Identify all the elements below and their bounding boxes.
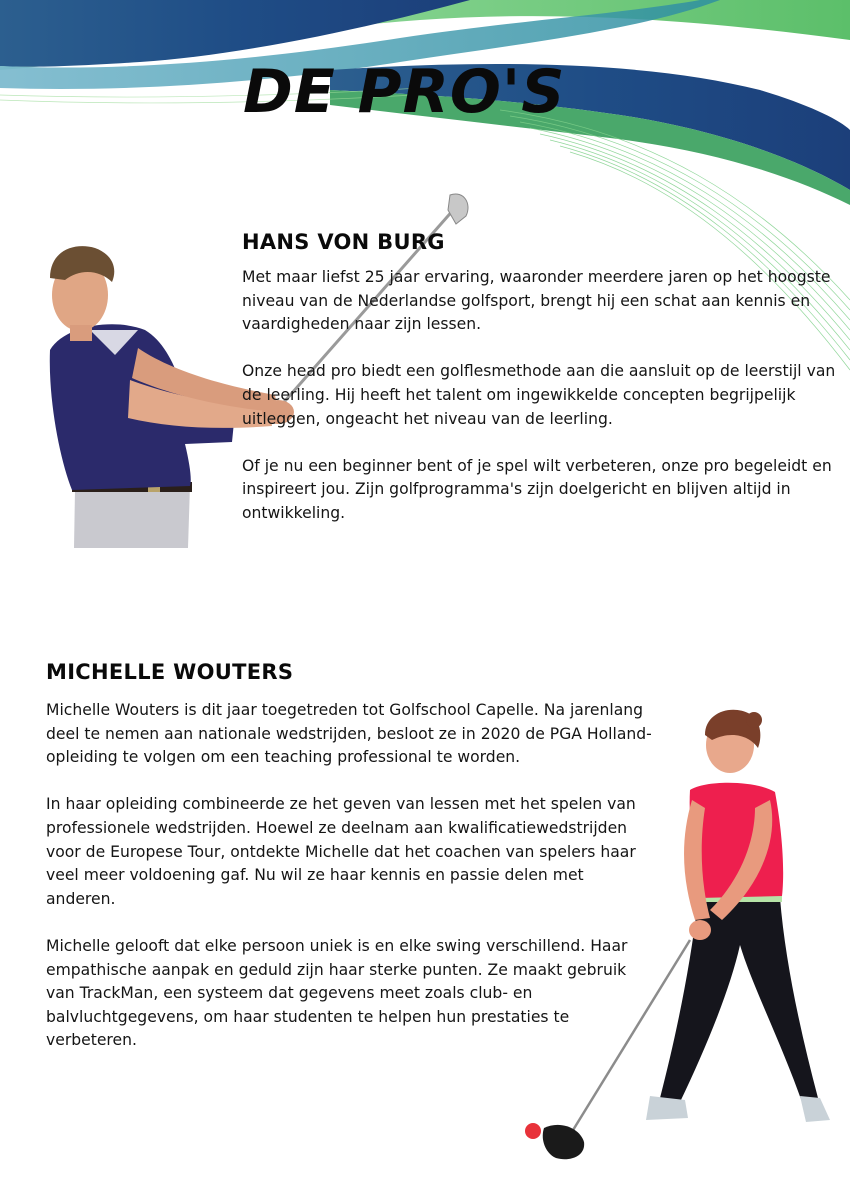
pro-bio-hans bbox=[242, 266, 842, 526]
bio-paragraph: Met maar liefst 25 jaar ervaring, waaronder meerdere jaren op het hoogste niveau van de Nederlandse golfsport, brengt hij een schat aan kennis en vaardigheden naar zijn lessen. bbox=[242, 268, 831, 334]
bio-paragraph: Michelle gelooft dat elke persoon uniek is en elke swing verschillend. Haar empathische aanpak en geduld zijn haar sterke punten. Ze maakt gebruik van TrackMan, een systeem dat gegevens meet zoals club- en balvluchtgegevens, om haar studenten te helpen hun prestaties te verbeteren. bbox=[46, 936, 628, 1050]
page-title: DE PRO'S bbox=[243, 57, 566, 127]
bio-paragraph: In haar opleiding combineerde ze het geven van lessen met het spelen van professionele wedstrijden. Hoewel ze deelnam aan kwalificatiewedstrijden voor de Europese Tour, ontdekte Michelle dat het coachen van spelers haar veel meer voldoening gaf. Nu wil ze haar kennis en passie delen met anderen. bbox=[46, 795, 636, 908]
bio-paragraph: Onze head pro biedt een golflesmethode aan die aansluit op de leerstijl van de leerling. Hij heeft het talent om ingewikkelde concepten begrijpelijk uitleggen, ongeacht het niveau van de leerling. bbox=[242, 362, 836, 428]
michelle-golfer-photo bbox=[500, 700, 850, 1180]
bio-paragraph: Of je nu een beginner bent of je spel wilt verbeteren, onze pro begeleidt en inspireert jou. Zijn golfprogramma's zijn doelgericht en blijven altijd in ontwikkeling. bbox=[242, 456, 832, 522]
pro-name-hans: HANS VON BURG bbox=[242, 230, 445, 254]
bio-paragraph: Michelle Wouters is dit jaar toegetreden tot Golfschool Capelle. Na jarenlang deel te nemen aan nationale wedstrijden, besloot ze in 2020 de PGA Holland-opleiding te volgen om een teaching professional te worden. bbox=[46, 701, 652, 767]
pro-name-michelle: MICHELLE WOUTERS bbox=[46, 660, 294, 684]
